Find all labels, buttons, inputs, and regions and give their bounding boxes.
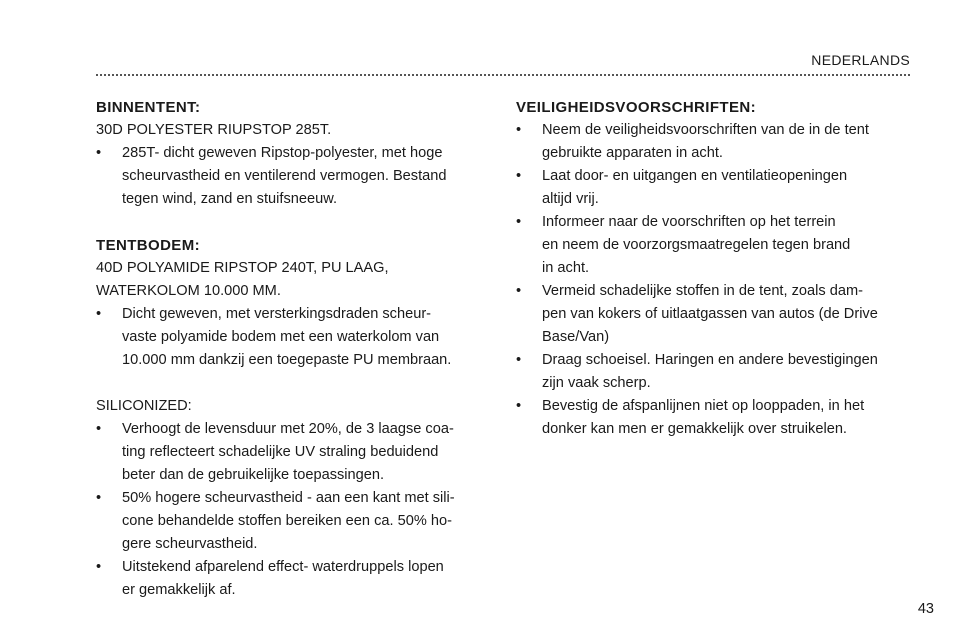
inner-tent-list [96,142,488,211]
floor-spec-2: WATERKOLOM 10.000 MM. [96,283,281,299]
language-label: NEDERLANDS [811,52,910,68]
dotted-divider [96,74,910,76]
bullet-icon: • [96,559,102,575]
bullet-icon: • [516,122,522,138]
list-item-line: Base/Van) [542,329,610,345]
safety-heading: VEILIGHEIDSVOORSCHRIFTEN: [516,99,757,116]
list-item-line: Bevestig de afspanlijnen niet op looppaden, in het [542,398,865,414]
list-item-line: 10.000 mm dankzij een toegepaste PU membraan. [122,352,452,368]
list-item-line: en neem de voorzorgsmaatregelen tegen brand [542,237,851,253]
list-item [516,119,912,165]
bullet-icon: • [96,421,102,437]
page-number: 43 [917,601,934,617]
bullet-icon: • [96,145,102,161]
list-item-line: Vermeid schadelijke stoffen in de tent, zoals dam- [542,283,863,299]
floor-spec-1: 40D POLYAMIDE RIPSTOP 240T, PU LAAG, [96,260,389,276]
list-item [516,349,912,395]
list-item-line: Neem de veiligheidsvoorschriften van de in de tent [542,122,869,138]
bullet-icon: • [516,168,522,184]
list-item-line: 285T- dicht geweven Ripstop-polyester, met hoge [122,145,443,161]
bullet-icon: • [96,306,102,322]
bullet-icon: • [516,352,522,368]
list-item [516,165,912,211]
list-item-line: beter dan de gebruikelijke toepassingen. [122,467,385,483]
list-item [96,556,488,602]
right-column [516,96,912,441]
list-item [516,280,912,349]
list-item-line: Dicht geweven, met versterkingsdraden scheur- [122,306,432,322]
list-item-line: 50% hogere scheurvastheid - aan een kant met sili- [122,490,455,506]
floor-heading: TENTBODEM: [96,237,200,254]
list-item-line: er gemakkelijk af. [122,582,236,598]
list-item-line: ting reflecteert schadelijke UV straling beduidend [122,444,439,460]
list-item [96,487,488,556]
list-item [516,211,912,280]
bullet-icon: • [516,283,522,299]
list-item-line: Verhoogt de levensduur met 20%, de 3 laagse coa- [122,421,454,437]
list-item [96,142,488,211]
list-item-line: gere scheurvastheid. [122,536,258,552]
left-column [96,96,488,602]
list-item-line: gebruikte apparaten in acht. [542,145,723,161]
list-item-line: Informeer naar de voorschriften op het terrein [542,214,836,230]
list-item-line: Draag schoeisel. Haringen en andere bevestigingen [542,352,878,368]
list-item-line: pen van kokers of uitlaatgassen van autos (de Drive [542,306,878,322]
siliconized-list [96,418,488,602]
list-item [96,418,488,487]
list-item-line: cone behandelde stoffen bereiken een ca. 50% ho- [122,513,452,529]
bullet-icon: • [516,398,522,414]
list-item-line: Laat door- en uitgangen en ventilatieopeningen [542,168,848,184]
list-item-line: altijd vrij. [542,191,599,207]
list-item-line: zijn vaak scherp. [542,375,651,391]
bullet-icon: • [96,490,102,506]
list-item-line: vaste polyamide bodem met een waterkolom van [122,329,440,345]
inner-tent-spec: 30D POLYESTER RIUPSTOP 285T. [96,122,332,138]
inner-tent-heading: BINNENTENT: [96,99,201,116]
list-item-line: Uitstekend afparelend effect- waterdruppels lopen [122,559,444,575]
bullet-icon: • [516,214,522,230]
list-item-line: scheurvastheid en ventilerend vermogen. Bestand [122,168,447,184]
siliconized-heading: SILICONIZED: [96,398,192,414]
list-item-line: donker kan men er gemakkelijk over struikelen. [542,421,847,437]
list-item-line: tegen wind, zand en stuifsneeuw. [122,191,338,207]
list-item [516,395,912,441]
list-item-line: in acht. [542,260,590,276]
safety-list [516,119,912,441]
floor-list [96,303,488,372]
list-item [96,303,488,372]
